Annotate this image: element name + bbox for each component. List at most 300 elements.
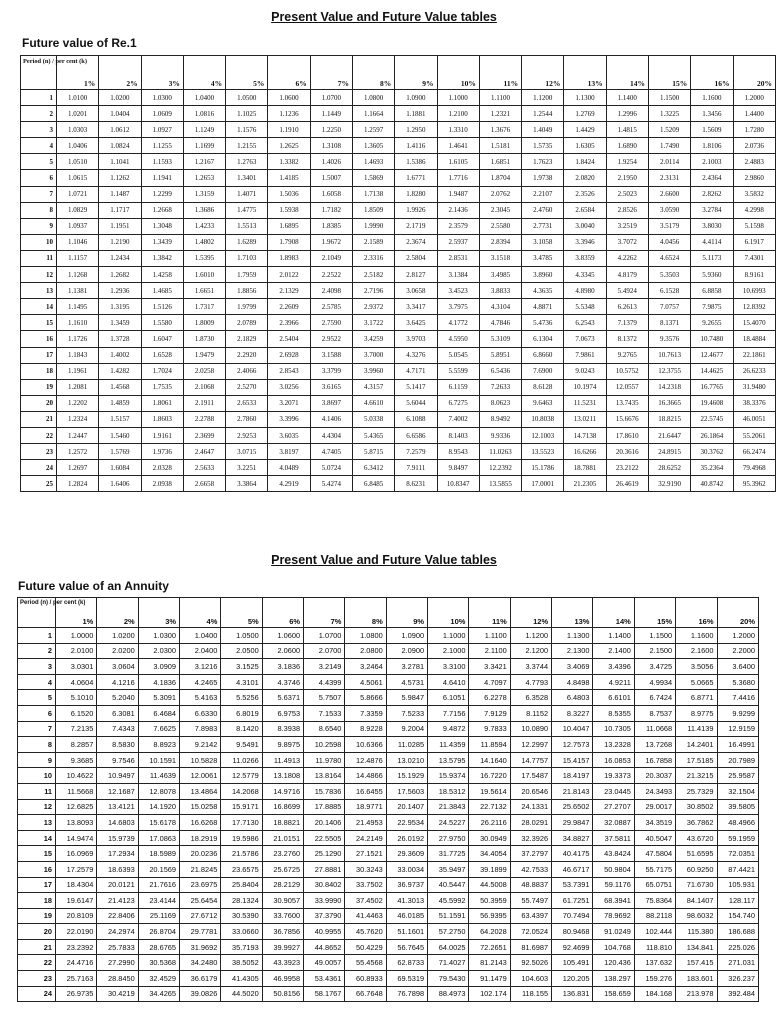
value-cell: 2.1436: [437, 202, 479, 218]
period-cell: 21: [18, 939, 56, 955]
value-cell: 1.0700: [304, 628, 345, 644]
value-cell: 1.7490: [648, 138, 690, 154]
value-cell: 1.3605: [352, 138, 394, 154]
value-cell: 2.6928: [268, 347, 310, 363]
value-cell: 13.8164: [304, 768, 345, 784]
value-cell: 4.2919: [268, 476, 310, 492]
value-cell: 1.0400: [180, 628, 221, 644]
value-cell: 2.1829: [226, 331, 268, 347]
value-cell: 5.8666: [345, 690, 386, 706]
value-cell: 58.1767: [304, 986, 345, 1002]
value-cell: 8.5355: [593, 705, 634, 721]
period-cell: 24: [18, 986, 56, 1002]
value-cell: 3.2519: [606, 218, 648, 234]
value-cell: 8.9228: [345, 721, 386, 737]
value-cell: 37.4502: [345, 893, 386, 909]
table-header-row: [18, 598, 759, 628]
value-cell: 13.0210: [386, 752, 427, 768]
value-cell: 1.0600: [268, 90, 310, 106]
value-cell: 2.1400: [593, 643, 634, 659]
value-cell: 4.7846: [479, 315, 521, 331]
value-cell: 33.0034: [386, 861, 427, 877]
value-cell: 65.0751: [634, 877, 675, 893]
value-cell: 8.9543: [437, 444, 479, 460]
page-title-present-future-value: Present Value and Future Value tables: [271, 10, 497, 24]
value-cell: 12.4876: [345, 752, 386, 768]
value-cell: 5.5256: [221, 690, 262, 706]
value-cell: 30.5368: [138, 955, 179, 971]
value-cell: 3.7975: [437, 299, 479, 315]
value-cell: 2.9522: [310, 331, 352, 347]
value-cell: 11.4639: [138, 768, 179, 784]
value-cell: 13.7435: [606, 395, 648, 411]
value-cell: 1.1495: [57, 299, 99, 315]
value-cell: 1.4116: [395, 138, 437, 154]
value-cell: 5.4736: [522, 315, 564, 331]
table-row: [18, 893, 759, 909]
value-cell: 2.7590: [310, 315, 352, 331]
value-cell: 6.1520: [56, 705, 97, 721]
future-value-table: [20, 55, 776, 492]
value-cell: 1.2996: [606, 106, 648, 122]
value-cell: 3.4523: [437, 283, 479, 299]
value-cell: 1.7623: [522, 154, 564, 170]
value-cell: 9.3576: [648, 331, 690, 347]
value-cell: 14.4625: [691, 363, 733, 379]
value-cell: 4.0604: [56, 674, 97, 690]
value-cell: 23.0445: [593, 783, 634, 799]
rate-header: 10%: [428, 598, 469, 628]
value-cell: 1.1400: [606, 90, 648, 106]
value-cell: 1.0300: [138, 628, 179, 644]
value-cell: 4.5950: [437, 331, 479, 347]
value-cell: 8.7537: [634, 705, 675, 721]
value-cell: 8.3938: [262, 721, 303, 737]
value-cell: 55.7497: [510, 893, 551, 909]
period-percent-header: Period (n) / per cent (k): [18, 598, 56, 628]
value-cell: 17.8885: [304, 799, 345, 815]
value-cell: 23.2760: [262, 846, 303, 862]
value-cell: 10.7480: [691, 331, 733, 347]
value-cell: 20.0121: [97, 877, 138, 893]
value-cell: 7.7156: [428, 705, 469, 721]
value-cell: 75.8364: [634, 893, 675, 909]
value-cell: 3.3946: [564, 234, 606, 250]
value-cell: 3.4785: [522, 250, 564, 266]
value-cell: 2.1200: [510, 643, 551, 659]
value-cell: 1.1100: [469, 628, 510, 644]
value-cell: 1.1726: [57, 331, 99, 347]
rate-header: 1%: [56, 598, 97, 628]
value-cell: 12.2997: [510, 737, 551, 753]
value-cell: 10.4047: [552, 721, 593, 737]
value-cell: 7.5233: [386, 705, 427, 721]
value-cell: 1.5938: [268, 202, 310, 218]
value-cell: 16.7220: [469, 768, 510, 784]
value-cell: 3.8960: [522, 267, 564, 283]
value-cell: 1.4568: [99, 379, 141, 395]
table-row: [21, 202, 776, 218]
value-cell: 14.1920: [138, 799, 179, 815]
value-cell: 66.7648: [345, 986, 386, 1002]
value-cell: 14.4866: [345, 768, 386, 784]
rate-header: 13%: [564, 56, 606, 90]
value-cell: 1.0300: [141, 90, 183, 106]
value-cell: 16.4991: [717, 737, 759, 753]
rate-header: 13%: [552, 598, 593, 628]
value-cell: 34.8827: [552, 830, 593, 846]
rate-header: 12%: [522, 56, 564, 90]
value-cell: 22.5505: [304, 830, 345, 846]
value-cell: 3.7072: [606, 234, 648, 250]
value-cell: 4.2262: [606, 250, 648, 266]
value-cell: 1.9487: [437, 186, 479, 202]
table-row: [21, 234, 776, 250]
value-cell: 1.4815: [606, 122, 648, 138]
value-cell: 1.6851: [479, 154, 521, 170]
value-cell: 11.0668: [634, 721, 675, 737]
value-cell: 134.841: [676, 939, 717, 955]
value-cell: 6.9753: [262, 705, 303, 721]
value-cell: 3.6425: [395, 315, 437, 331]
value-cell: 3.0604: [97, 659, 138, 675]
value-cell: 16.0969: [56, 846, 97, 862]
value-cell: 18.2919: [180, 830, 221, 846]
value-cell: 1.4859: [99, 395, 141, 411]
value-cell: 13.5855: [479, 476, 521, 492]
value-cell: 51.1601: [386, 924, 427, 940]
value-cell: 7.9111: [395, 460, 437, 476]
value-cell: 64.2028: [469, 924, 510, 940]
value-cell: 26.1864: [691, 427, 733, 443]
value-cell: 2.1719: [395, 218, 437, 234]
value-cell: 1.6289: [226, 234, 268, 250]
value-cell: 12.1003: [522, 427, 564, 443]
value-cell: 18.7881: [564, 460, 606, 476]
value-cell: 14.2318: [648, 379, 690, 395]
value-cell: 27.9750: [428, 830, 469, 846]
value-cell: 4.3101: [221, 674, 262, 690]
value-cell: 48.8837: [510, 877, 551, 893]
value-cell: 30.8402: [304, 877, 345, 893]
value-cell: 2.3674: [395, 234, 437, 250]
value-cell: 56.9395: [469, 908, 510, 924]
value-cell: 27.2707: [593, 799, 634, 815]
value-cell: 22.7132: [469, 799, 510, 815]
value-cell: 10.7613: [648, 347, 690, 363]
value-cell: 1.8106: [691, 138, 733, 154]
value-cell: 4.0456: [648, 234, 690, 250]
period-percent-header: Period (n) / per cent (k): [21, 56, 57, 90]
period-cell: 3: [18, 659, 56, 675]
value-cell: 8.1371: [648, 315, 690, 331]
value-cell: 102.174: [469, 986, 510, 1002]
value-cell: 29.0017: [634, 799, 675, 815]
value-cell: 1.2155: [226, 138, 268, 154]
table-row: [18, 924, 759, 940]
value-cell: 21.4953: [345, 815, 386, 831]
value-cell: 10.6366: [345, 737, 386, 753]
value-cell: 1.6010: [183, 267, 225, 283]
value-cell: 1.1699: [183, 138, 225, 154]
value-cell: 8.9492: [479, 411, 521, 427]
value-cell: 1.0404: [99, 106, 141, 122]
value-cell: 6.1304: [522, 331, 564, 347]
value-cell: 68.3941: [593, 893, 634, 909]
value-cell: 18.8821: [262, 815, 303, 831]
value-cell: 1.1157: [57, 250, 99, 266]
value-cell: 5.9847: [386, 690, 427, 706]
value-cell: 2.8531: [437, 250, 479, 266]
value-cell: 2.3045: [479, 202, 521, 218]
period-cell: 16: [21, 331, 57, 347]
value-cell: 7.4343: [97, 721, 138, 737]
value-cell: 4.5731: [386, 674, 427, 690]
value-cell: 38.5052: [221, 955, 262, 971]
value-cell: 2.0700: [304, 643, 345, 659]
value-cell: 1.1268: [57, 267, 99, 283]
value-cell: 2.4647: [183, 444, 225, 460]
value-cell: 1.4775: [226, 202, 268, 218]
page-title-present-future-value-2: Present Value and Future Value tables: [271, 553, 497, 567]
value-cell: 13.2328: [593, 737, 634, 753]
rate-header: 12%: [510, 598, 551, 628]
value-cell: 4.6410: [428, 674, 469, 690]
value-cell: 1.2668: [141, 202, 183, 218]
value-cell: 27.1521: [345, 846, 386, 862]
table-row: [21, 90, 776, 106]
value-cell: 9.4872: [428, 721, 469, 737]
value-cell: 95.3962: [733, 476, 776, 492]
value-cell: 1.4049: [522, 122, 564, 138]
value-cell: 1.5157: [99, 411, 141, 427]
value-cell: 1.0800: [345, 628, 386, 644]
rate-header: 15%: [648, 56, 690, 90]
period-cell: 5: [18, 690, 56, 706]
value-cell: 7.9861: [564, 347, 606, 363]
value-cell: 35.9497: [428, 861, 469, 877]
value-cell: 2.5580: [479, 218, 521, 234]
rate-header: 10%: [437, 56, 479, 90]
rate-header: 20%: [733, 56, 776, 90]
value-cell: 2.5023: [606, 186, 648, 202]
value-cell: 18.5312: [428, 783, 469, 799]
value-cell: 46.6717: [552, 861, 593, 877]
value-cell: 18.4884: [733, 331, 776, 347]
value-cell: 28.2129: [262, 877, 303, 893]
value-cell: 9.0243: [564, 363, 606, 379]
value-cell: 1.0927: [141, 122, 183, 138]
table-header-row: [21, 56, 776, 90]
value-cell: 10.5752: [606, 363, 648, 379]
value-cell: 7.4416: [717, 690, 759, 706]
value-cell: 36.7856: [262, 924, 303, 940]
value-cell: 1.7138: [352, 186, 394, 202]
value-cell: 26.9735: [56, 986, 97, 1002]
value-cell: 4.7793: [510, 674, 551, 690]
value-cell: 4.6610: [352, 395, 394, 411]
value-cell: 2.0789: [226, 315, 268, 331]
value-cell: 7.2633: [479, 379, 521, 395]
value-cell: 43.8424: [593, 846, 634, 862]
value-cell: 15.7836: [304, 783, 345, 799]
value-cell: 30.4219: [97, 986, 138, 1002]
value-cell: 3.2251: [226, 460, 268, 476]
value-cell: 2.1000: [428, 643, 469, 659]
value-cell: 1.5007: [310, 170, 352, 186]
value-cell: 1.7716: [437, 170, 479, 186]
value-cell: 21.2305: [564, 476, 606, 492]
value-cell: 24.1331: [510, 799, 551, 815]
value-cell: 41.4305: [221, 971, 262, 987]
value-cell: 45.7620: [345, 924, 386, 940]
value-cell: 2.2522: [310, 267, 352, 283]
value-cell: 22.1861: [733, 347, 776, 363]
value-cell: 4.1772: [437, 315, 479, 331]
value-cell: 43.3923: [262, 955, 303, 971]
value-cell: 10.8347: [437, 476, 479, 492]
value-cell: 5.4924: [606, 283, 648, 299]
period-cell: 7: [18, 721, 56, 737]
value-cell: 1.1449: [310, 106, 352, 122]
value-cell: 11.9780: [304, 752, 345, 768]
value-cell: 14.9474: [56, 830, 97, 846]
period-cell: 6: [21, 170, 57, 186]
value-cell: 1.5580: [141, 315, 183, 331]
value-cell: 6.1159: [437, 379, 479, 395]
value-cell: 12.3755: [648, 363, 690, 379]
value-cell: 53.7391: [552, 877, 593, 893]
value-cell: 2.3699: [183, 427, 225, 443]
value-cell: 1.4258: [141, 267, 183, 283]
value-cell: 3.2781: [386, 659, 427, 675]
value-cell: 22.8406: [97, 908, 138, 924]
value-cell: 17.2579: [56, 861, 97, 877]
value-cell: 6.8771: [676, 690, 717, 706]
value-cell: 10.9497: [97, 768, 138, 784]
period-cell: 10: [18, 768, 56, 784]
value-cell: 60.8933: [345, 971, 386, 987]
period-cell: 1: [21, 90, 57, 106]
value-cell: 35.7193: [221, 939, 262, 955]
value-cell: 4.5061: [345, 674, 386, 690]
value-cell: 1.9672: [310, 234, 352, 250]
value-cell: 1.5209: [648, 122, 690, 138]
value-cell: 21.4123: [97, 893, 138, 909]
value-cell: 3.1525: [221, 659, 262, 675]
value-cell: 3.2464: [345, 659, 386, 675]
value-cell: 59.1176: [593, 877, 634, 893]
value-cell: 5.2040: [97, 690, 138, 706]
value-cell: 12.7573: [552, 737, 593, 753]
value-cell: 25.9587: [717, 768, 759, 784]
value-cell: 1.1200: [522, 90, 564, 106]
table-row: [21, 138, 776, 154]
value-cell: 92.5026: [510, 955, 551, 971]
value-cell: 159.276: [634, 971, 675, 987]
value-cell: 32.0887: [593, 815, 634, 831]
value-cell: 25.7163: [56, 971, 97, 987]
value-cell: 1.2763: [226, 154, 268, 170]
value-cell: 3.0909: [138, 659, 179, 675]
value-cell: 16.7858: [634, 752, 675, 768]
rate-header: 6%: [262, 598, 303, 628]
value-cell: 1.2434: [99, 250, 141, 266]
period-cell: 23: [18, 971, 56, 987]
value-cell: 326.237: [717, 971, 759, 987]
value-cell: 2.2609: [268, 299, 310, 315]
value-cell: 9.7833: [469, 721, 510, 737]
value-cell: 5.1010: [56, 690, 97, 706]
value-cell: 79.5430: [428, 971, 469, 987]
value-cell: 5.0338: [352, 411, 394, 427]
value-cell: 2.5804: [395, 250, 437, 266]
value-cell: 13.1808: [262, 768, 303, 784]
value-cell: 3.4396: [593, 659, 634, 675]
value-cell: 1.1500: [648, 90, 690, 106]
value-cell: 35.2364: [691, 460, 733, 476]
value-cell: 3.1518: [479, 250, 521, 266]
value-cell: 57.2750: [428, 924, 469, 940]
value-cell: 1.0612: [99, 122, 141, 138]
value-cell: 19.5614: [469, 783, 510, 799]
value-cell: 8.6128: [522, 379, 564, 395]
value-cell: 72.0524: [510, 924, 551, 940]
value-cell: 2.6658: [183, 476, 225, 492]
value-cell: 14.9716: [262, 783, 303, 799]
value-cell: 1.4071: [226, 186, 268, 202]
value-cell: 3.3799: [310, 363, 352, 379]
value-cell: 1.1500: [634, 628, 675, 644]
value-cell: 1.0600: [262, 628, 303, 644]
value-cell: 4.3157: [352, 379, 394, 395]
value-cell: 3.1216: [180, 659, 221, 675]
value-cell: 5.1417: [395, 379, 437, 395]
table-row: [21, 315, 776, 331]
value-cell: 3.0256: [268, 379, 310, 395]
value-cell: 3.3417: [395, 299, 437, 315]
table-row: [18, 752, 759, 768]
value-cell: 2.6533: [226, 395, 268, 411]
value-cell: 29.3609: [386, 846, 427, 862]
value-cell: 8.8923: [138, 737, 179, 753]
value-cell: 2.2788: [183, 411, 225, 427]
value-cell: 25.6502: [552, 799, 593, 815]
value-cell: 2.5633: [183, 460, 225, 476]
value-cell: 9.2142: [180, 737, 221, 753]
value-cell: 1.1941: [141, 170, 183, 186]
value-cell: 34.2480: [180, 955, 221, 971]
value-cell: 80.9468: [552, 924, 593, 940]
value-cell: 6.2613: [606, 299, 648, 315]
value-cell: 7.0757: [648, 299, 690, 315]
value-cell: 4.9211: [593, 674, 634, 690]
value-cell: 56.7645: [386, 939, 427, 955]
value-cell: 17.2934: [97, 846, 138, 862]
value-cell: 1.6890: [606, 138, 648, 154]
value-cell: 9.2655: [691, 315, 733, 331]
value-cell: 1.9799: [226, 299, 268, 315]
value-cell: 7.6625: [138, 721, 179, 737]
value-cell: 2.0820: [564, 170, 606, 186]
value-cell: 98.6032: [676, 908, 717, 924]
value-cell: 9.9336: [479, 427, 521, 443]
value-cell: 7.8983: [180, 721, 221, 737]
value-cell: 1.7182: [310, 202, 352, 218]
value-cell: 36.7862: [676, 815, 717, 831]
value-cell: 11.5668: [56, 783, 97, 799]
value-cell: 4.1406: [310, 411, 352, 427]
